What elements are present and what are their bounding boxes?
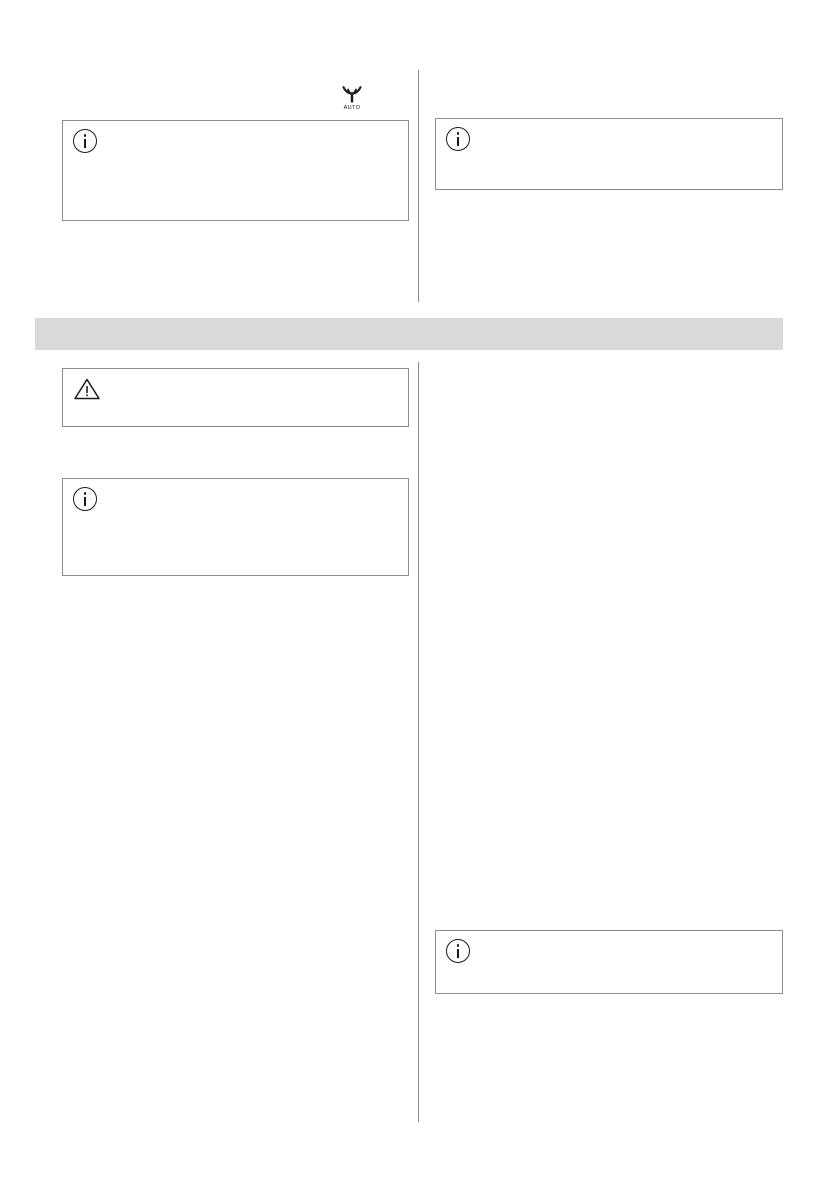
warning-box-text (109, 379, 398, 420)
auto-label: AUTO (343, 105, 361, 111)
warning-box (62, 368, 409, 427)
section-heading-band (35, 318, 783, 350)
note-box (62, 478, 409, 576)
note-box (62, 120, 409, 221)
note-box-text (109, 489, 398, 569)
note-box (435, 930, 783, 994)
note-box-text (109, 131, 398, 214)
info-icon (73, 487, 99, 513)
warning-triangle-icon (73, 377, 99, 403)
note-box (435, 118, 783, 190)
note-box-text (482, 941, 772, 987)
column-divider-bottom (418, 362, 419, 1122)
info-icon (73, 129, 99, 155)
info-icon (446, 939, 472, 965)
column-divider-top (418, 70, 419, 302)
note-box-text (482, 129, 772, 183)
info-icon (446, 127, 472, 153)
whisk-auto-icon (335, 85, 369, 105)
auto-indicator (335, 85, 369, 113)
